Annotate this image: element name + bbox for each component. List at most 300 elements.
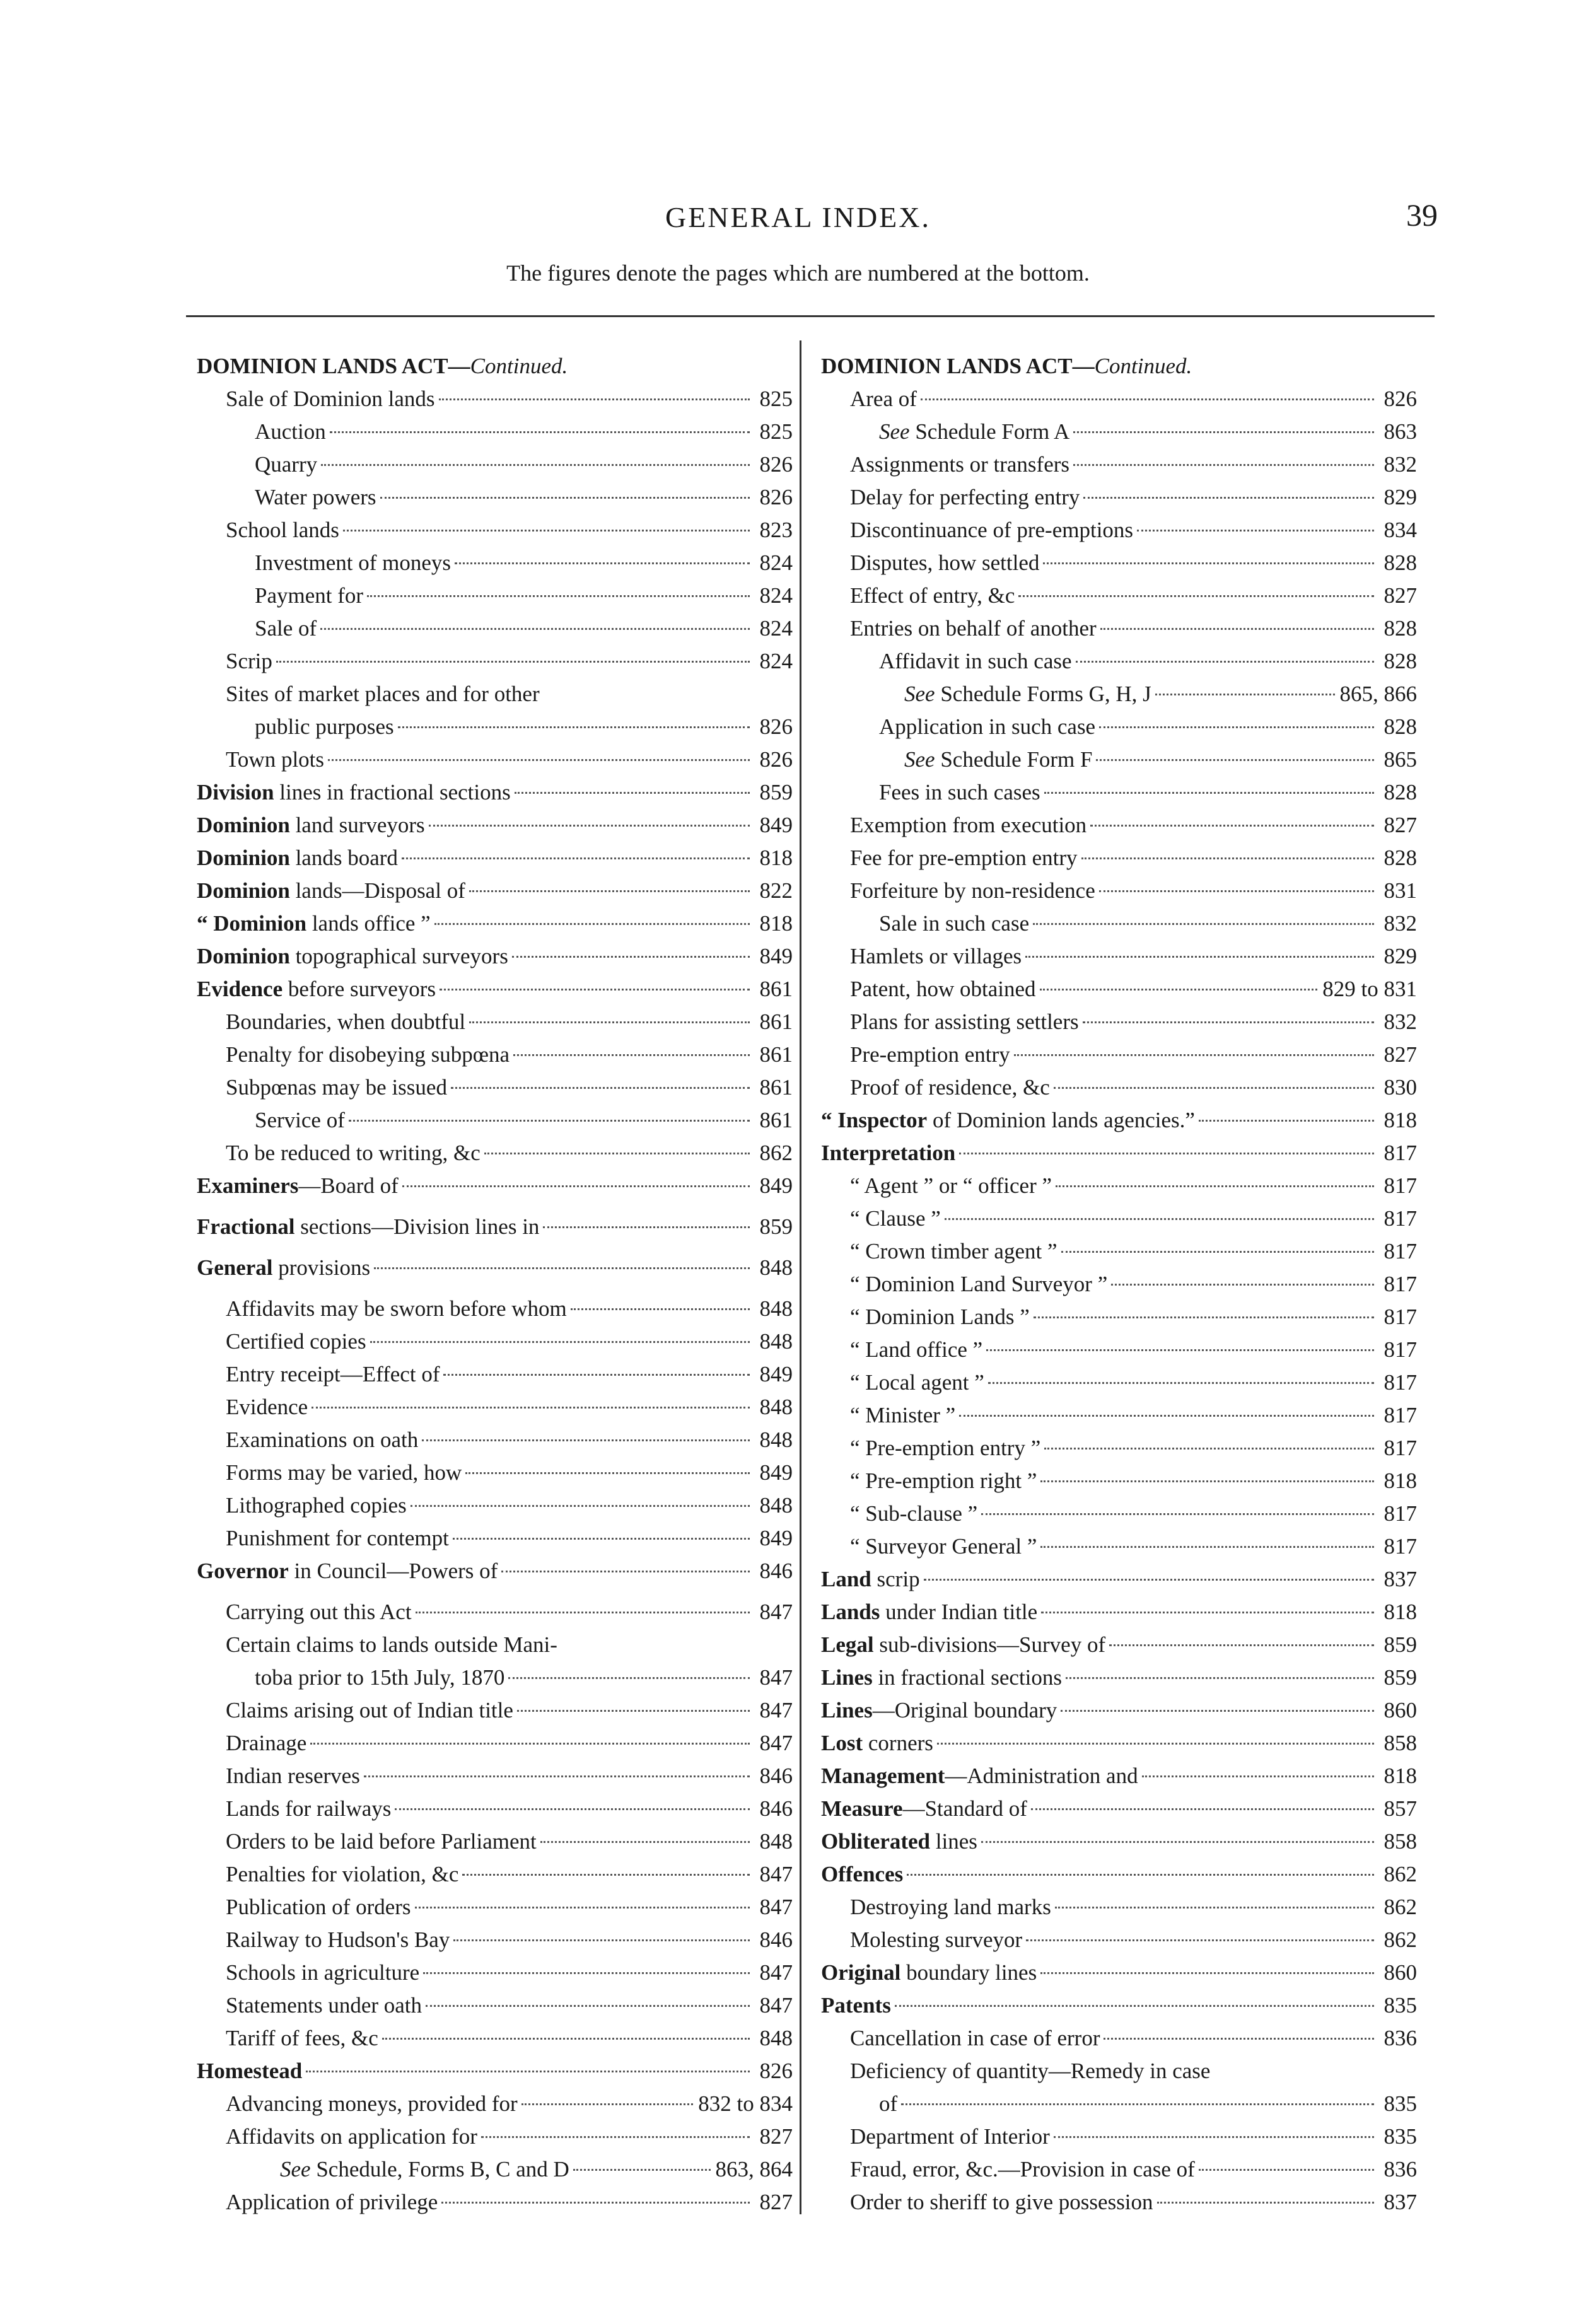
dot-leader	[1040, 1972, 1374, 1974]
dot-leader	[981, 1841, 1374, 1843]
index-entry	[821, 1629, 1417, 1661]
index-entry	[197, 809, 793, 842]
page-reference: 828	[1383, 714, 1417, 739]
dot-leader	[1033, 923, 1374, 925]
dot-leader	[1073, 431, 1374, 433]
index-entry-text	[226, 1522, 449, 1555]
index-entry	[821, 1760, 1417, 1792]
page-reference: 848	[759, 1829, 793, 1854]
dot-leader	[402, 1185, 750, 1187]
index-entry	[197, 1596, 793, 1629]
index-entry-label: Boundaries, when doubtful	[226, 1009, 466, 1034]
index-keyword: Land	[821, 1567, 871, 1591]
page-reference: 860	[1383, 1960, 1417, 1985]
index-entry-text	[226, 1358, 440, 1391]
index-entry-text	[850, 1497, 977, 1530]
index-entry-label: Exemption from execution	[850, 813, 1087, 837]
index-entry-text	[850, 1301, 1030, 1333]
index-entry-text	[821, 1596, 1037, 1629]
index-entry-text	[904, 743, 1092, 776]
dot-leader	[382, 2038, 750, 2040]
index-entry-label: lands—Disposal of	[289, 878, 465, 903]
index-entry-text	[850, 383, 917, 415]
page-reference: 849	[759, 1526, 793, 1550]
dot-leader	[1104, 2038, 1374, 2040]
index-entry	[821, 2186, 1417, 2219]
dot-leader	[469, 890, 750, 892]
index-entry-label: Drainage	[226, 1731, 307, 1755]
index-entry-text	[226, 1629, 755, 1661]
page-reference: 827	[1383, 813, 1417, 837]
index-entry	[197, 678, 793, 711]
dot-leader	[349, 1120, 750, 1122]
index-entry	[197, 1358, 793, 1391]
page-reference: 849	[759, 1173, 793, 1198]
index-entry-text	[904, 678, 1151, 711]
index-entry-label: “ Crown timber agent ”	[850, 1239, 1057, 1264]
index-entry-label: boundary lines	[900, 1960, 1037, 1985]
index-entry	[197, 1989, 793, 2022]
page-reference: 859	[1383, 1665, 1417, 1690]
dot-leader	[1073, 464, 1374, 466]
index-entry	[197, 1825, 793, 1858]
dot-leader	[1096, 759, 1374, 761]
index-entry-label: sections—Division lines in	[294, 1214, 540, 1239]
index-entry-label: Application in such case	[879, 714, 1096, 739]
index-entry-text	[197, 907, 431, 940]
index-entry	[821, 1891, 1417, 1924]
index-keyword: Legal	[821, 1632, 874, 1657]
page-reference: 829	[1383, 485, 1417, 509]
index-entry-text	[197, 1211, 539, 1243]
index-entry-text	[850, 1268, 1107, 1301]
page-reference: 858	[1383, 1731, 1417, 1755]
dot-leader	[398, 726, 750, 728]
index-entry-label: Sale of	[255, 616, 317, 641]
index-entry-text	[226, 1596, 412, 1629]
index-entry	[821, 1596, 1417, 1629]
index-entry-label: Fraud, error, &c.—Provision in case of	[850, 2157, 1195, 2182]
index-entry-text	[197, 809, 425, 842]
page-reference: 828	[1383, 780, 1417, 805]
index-entry-label: in Council—Powers of	[288, 1559, 498, 1583]
index-entry	[821, 1956, 1417, 1989]
index-entry	[197, 1211, 793, 1252]
dot-leader	[1040, 989, 1318, 991]
index-entry-label: Discontinuance of pre-emptions	[850, 518, 1134, 542]
page-reference: 817	[1383, 1239, 1417, 1264]
right-column	[821, 350, 1417, 2219]
index-keyword: Examiners	[197, 1173, 299, 1198]
index-entry-label: sub-divisions—Survey of	[873, 1632, 1106, 1657]
index-entry-label: Fee for pre-emption entry	[850, 845, 1078, 870]
index-entry-text	[821, 1956, 1037, 1989]
page-reference: 835	[1383, 2124, 1417, 2149]
page-reference: 827	[1383, 1042, 1417, 1067]
index-entry-label: Sale of Dominion lands	[226, 386, 435, 411]
dot-leader	[543, 1226, 750, 1228]
page-reference: 828	[1383, 550, 1417, 575]
dot-leader	[306, 2071, 750, 2072]
index-keyword: Dominion	[197, 878, 290, 903]
page-reference: 847	[759, 1731, 793, 1755]
index-entry-label: Delay for perfecting entry	[850, 485, 1080, 509]
dot-leader	[462, 1874, 750, 1876]
index-entry	[197, 481, 793, 514]
dot-leader	[1199, 2169, 1374, 2171]
dot-leader	[937, 1743, 1374, 1745]
index-entry-text	[280, 2153, 569, 2186]
index-entry	[821, 579, 1417, 612]
dot-leader	[517, 1710, 750, 1712]
page-reference: 832	[1383, 1009, 1417, 1034]
index-entry-text	[255, 612, 317, 645]
index-entry	[197, 1792, 793, 1825]
page-reference: 830	[1383, 1075, 1417, 1100]
index-entry	[821, 1432, 1417, 1465]
index-entry	[197, 579, 793, 612]
index-entry-label: Penalties for violation, &c	[226, 1862, 459, 1886]
index-entry	[197, 448, 793, 481]
index-entry-label: Effect of entry, &c	[850, 583, 1015, 608]
page-reference: 848	[759, 1329, 793, 1354]
page-reference: 837	[1383, 2190, 1417, 2214]
index-entry-text	[255, 448, 317, 481]
index-entry-label: “ Sub-clause ”	[850, 1501, 978, 1526]
page-reference: 835	[1383, 2091, 1417, 2116]
dot-leader	[901, 2103, 1374, 2105]
index-entry-label: Entry receipt—Effect of	[226, 1362, 440, 1386]
page-reference: 849	[759, 944, 793, 968]
index-entry-text	[226, 645, 272, 678]
index-entry	[197, 711, 793, 743]
dot-leader	[1034, 1316, 1374, 1318]
index-entry-label: topographical surveyors	[289, 944, 508, 968]
page-reference: 862	[1383, 1862, 1417, 1886]
index-keyword: Governor	[197, 1559, 289, 1583]
index-entry-text	[226, 1137, 481, 1170]
page-reference: 863, 864	[715, 2157, 793, 2182]
page-reference: 863	[1383, 419, 1417, 444]
page-reference: 835	[1383, 1993, 1417, 2018]
index-entry	[197, 612, 793, 645]
dot-leader	[1041, 1612, 1374, 1613]
index-keyword: Fractional	[197, 1214, 295, 1239]
index-entry-label: Certified copies	[226, 1329, 366, 1354]
dot-leader	[374, 1267, 750, 1269]
page-reference: 822	[759, 878, 793, 903]
index-entry-label: lands board	[289, 845, 398, 870]
page-reference: 847	[759, 1600, 793, 1624]
index-entry-text	[850, 1235, 1057, 1268]
dot-leader	[453, 1538, 750, 1540]
index-entry	[821, 1497, 1417, 1530]
see-reference: See	[879, 419, 910, 444]
index-entry-label: “ Pre-emption right ”	[850, 1468, 1037, 1493]
index-entry-label: Publication of orders	[226, 1895, 411, 1919]
index-keyword: General	[197, 1255, 273, 1280]
index-entry-text	[850, 1333, 982, 1366]
index-keyword: Evidence	[197, 977, 283, 1001]
index-entry-text	[879, 907, 1029, 940]
index-entry	[821, 1366, 1417, 1399]
page-reference: 862	[759, 1141, 793, 1165]
index-entry	[197, 645, 793, 678]
index-entry	[197, 1891, 793, 1924]
page-reference: 818	[1383, 1763, 1417, 1788]
index-entry-label: Scrip	[226, 649, 272, 673]
page-reference: 826	[1383, 386, 1417, 411]
page-reference: 848	[759, 1255, 793, 1280]
dot-leader	[1040, 1546, 1374, 1548]
index-entry	[821, 2153, 1417, 2186]
index-entry-label: land surveyors	[289, 813, 425, 837]
page-reference: 817	[1383, 1534, 1417, 1559]
dot-leader	[455, 562, 750, 564]
dot-leader	[1054, 1087, 1374, 1089]
dot-leader	[395, 1808, 750, 1810]
index-keyword: Lands	[821, 1600, 880, 1624]
index-entry-label: Molesting surveyor	[850, 1927, 1023, 1952]
index-entry-label: “ Land office ”	[850, 1337, 983, 1362]
index-entry	[197, 415, 793, 448]
page-reference: 824	[759, 583, 793, 608]
index-entry-text	[226, 1424, 418, 1456]
dot-leader	[1109, 1644, 1374, 1646]
index-entry-text	[821, 1563, 920, 1596]
index-entry-label: lines in fractional sections	[274, 780, 511, 805]
index-entry	[197, 1924, 793, 1956]
dot-leader	[310, 1743, 750, 1745]
page-reference: 827	[759, 2124, 793, 2149]
dot-leader	[1090, 825, 1374, 827]
index-entry-text	[850, 1530, 1037, 1563]
index-entry-text	[850, 1399, 955, 1432]
index-entry-label: —Standard of	[902, 1796, 1027, 1821]
index-entry-text	[255, 711, 394, 743]
index-entry-text	[197, 1555, 498, 1588]
index-entry-label: Pre-emption entry	[850, 1042, 1010, 1067]
page-reference: 846	[759, 1763, 793, 1788]
index-entry-label: provisions	[272, 1255, 371, 1280]
index-entry-label: “ Local agent ”	[850, 1370, 984, 1395]
index-entry-label: Schedule Forms G, H, J	[935, 682, 1151, 706]
index-entry	[197, 1456, 793, 1489]
index-entry-label: before surveyors	[283, 977, 436, 1001]
index-entry-text	[226, 1293, 567, 1325]
index-entry-label: Department of Interior	[850, 2124, 1050, 2149]
index-entry-text	[821, 1760, 1138, 1792]
dot-leader	[1100, 628, 1374, 630]
index-entry-text	[197, 842, 398, 874]
dot-leader	[1142, 1775, 1374, 1777]
index-entry-text	[255, 415, 326, 448]
index-entry-label: Payment for	[255, 583, 364, 608]
index-entry	[821, 1399, 1417, 1432]
page-reference: 818	[1383, 1600, 1417, 1624]
dot-leader	[439, 398, 750, 400]
dot-leader	[1040, 1480, 1374, 1482]
page-reference: 827	[759, 2190, 793, 2214]
page-reference: 817	[1383, 1501, 1417, 1526]
index-keyword: Dominion	[197, 813, 290, 837]
index-entry	[197, 743, 793, 776]
index-entry-text	[197, 350, 755, 383]
index-entry-label: Examinations on oath	[226, 1427, 419, 1452]
index-entry	[197, 874, 793, 907]
page-reference: 837	[1383, 1567, 1417, 1591]
index-entry-text	[197, 1170, 399, 1202]
dot-leader	[453, 1939, 750, 1941]
index-entry-label: Forms may be varied, how	[226, 1460, 462, 1485]
index-entry	[821, 1694, 1417, 1727]
dot-leader	[1043, 562, 1374, 564]
dot-leader	[370, 1341, 750, 1343]
index-entry-text	[226, 678, 755, 711]
index-entry-text	[850, 874, 1095, 907]
dot-leader	[441, 2202, 750, 2204]
index-entry-label: of Dominion lands agencies.”	[927, 1108, 1195, 1132]
page-reference: 818	[1383, 1108, 1417, 1132]
page-reference: 831	[1383, 878, 1417, 903]
page-reference: 849	[759, 1460, 793, 1485]
dot-leader	[1076, 661, 1374, 663]
index-entry	[821, 940, 1417, 973]
index-entry-text	[255, 547, 451, 579]
index-entry-label: Claims arising out of Indian title	[226, 1698, 513, 1723]
index-entry	[197, 1760, 793, 1792]
index-entry-text	[821, 1694, 1057, 1727]
index-entry-text	[850, 1366, 984, 1399]
index-entry-text	[850, 1170, 1052, 1202]
page-reference: 818	[759, 845, 793, 870]
dot-leader	[1025, 956, 1374, 958]
index-entry-label: “ Agent ” or “ officer ”	[850, 1173, 1052, 1198]
index-entry-text	[226, 383, 435, 415]
page-reference: 826	[759, 714, 793, 739]
index-entry-text	[226, 1038, 510, 1071]
dot-leader	[1056, 1185, 1374, 1187]
index-entry-text	[821, 1825, 977, 1858]
index-entry	[197, 1137, 793, 1170]
dot-leader	[521, 2103, 694, 2105]
index-keyword: Offences	[821, 1862, 904, 1886]
index-entry	[197, 1071, 793, 1104]
page-reference: 861	[759, 1042, 793, 1067]
index-entry-text	[850, 2022, 1100, 2055]
page-title: GENERAL INDEX.	[665, 201, 931, 233]
index-entry-text	[197, 776, 511, 809]
page-reference: 861	[759, 1108, 793, 1132]
index-entry	[821, 1301, 1417, 1333]
index-entry	[821, 547, 1417, 579]
index-entry-text	[850, 2153, 1195, 2186]
index-entry-label: Hamlets or villages	[850, 944, 1022, 968]
index-entry-label: School lands	[226, 518, 339, 542]
page-reference: 832	[1383, 452, 1417, 477]
dot-leader	[540, 1841, 750, 1843]
index-entry	[197, 776, 793, 809]
index-entry	[197, 1555, 793, 1596]
dot-leader	[484, 1153, 750, 1154]
index-entry-text	[226, 2120, 477, 2153]
index-entry-text	[850, 1038, 1010, 1071]
dot-leader	[380, 497, 750, 499]
index-entry-label: Sites of market places and for other	[226, 682, 540, 706]
index-entry-label: Indian reserves	[226, 1763, 360, 1788]
dot-leader	[429, 825, 750, 827]
index-entry-text	[226, 1825, 537, 1858]
index-entry-text	[226, 1006, 465, 1038]
index-entry-label: Area of	[850, 386, 917, 411]
index-entry-text	[850, 842, 1078, 874]
dot-leader	[571, 1308, 750, 1310]
dot-leader	[415, 1907, 750, 1909]
index-entry-text	[226, 2022, 378, 2055]
index-entry	[821, 678, 1417, 711]
dot-leader	[367, 595, 750, 597]
index-entry-text	[226, 1792, 391, 1825]
index-entry-label: “ Dominion Land Surveyor ”	[850, 1272, 1108, 1296]
index-keyword: Patents	[821, 1993, 891, 2018]
index-entry-label: “ Minister ”	[850, 1403, 956, 1427]
page-reference: 848	[759, 1395, 793, 1419]
index-entry-label: toba prior to 15th July, 1870	[255, 1665, 505, 1690]
index-entry-label: Proof of residence, &c	[850, 1075, 1050, 1100]
index-entry	[821, 1333, 1417, 1366]
page-reference: 860	[1383, 1698, 1417, 1723]
index-entry	[821, 1202, 1417, 1235]
index-entry-text	[197, 940, 508, 973]
index-entry	[821, 1465, 1417, 1497]
index-section-heading	[821, 350, 1417, 383]
index-entry-text	[197, 1252, 370, 1284]
index-entry	[821, 1071, 1417, 1104]
page-reference: 861	[759, 1009, 793, 1034]
index-keyword: Dominion	[197, 944, 290, 968]
dot-leader	[411, 1505, 750, 1507]
page-reference: 862	[1383, 1895, 1417, 1919]
index-entry	[821, 743, 1417, 776]
index-entry	[821, 809, 1417, 842]
index-entry	[821, 1268, 1417, 1301]
dot-leader	[469, 1021, 750, 1023]
index-entry	[821, 1104, 1417, 1137]
page-reference: 848	[759, 1493, 793, 1518]
index-entry	[821, 1989, 1417, 2022]
index-entry-label: in fractional sections	[872, 1665, 1063, 1690]
page-reference: 857	[1383, 1796, 1417, 1821]
index-entry-text	[879, 711, 1095, 743]
index-entry-text	[197, 874, 465, 907]
dot-leader	[423, 1972, 750, 1974]
index-entry	[821, 1235, 1417, 1268]
index-entry-text	[226, 1456, 462, 1489]
dot-leader	[988, 1382, 1374, 1384]
dot-leader	[1055, 1907, 1374, 1909]
dot-leader	[907, 1874, 1374, 1876]
index-entry	[197, 1391, 793, 1424]
page-reference: 817	[1383, 1436, 1417, 1460]
index-entry	[197, 2120, 793, 2153]
index-entry	[821, 1530, 1417, 1563]
index-entry-text	[850, 579, 1015, 612]
index-entry	[197, 1858, 793, 1891]
index-entry-label: Plans for assisting settlers	[850, 1009, 1079, 1034]
index-entry	[821, 776, 1417, 809]
dot-leader	[1137, 530, 1374, 532]
page-reference: 861	[759, 1075, 793, 1100]
